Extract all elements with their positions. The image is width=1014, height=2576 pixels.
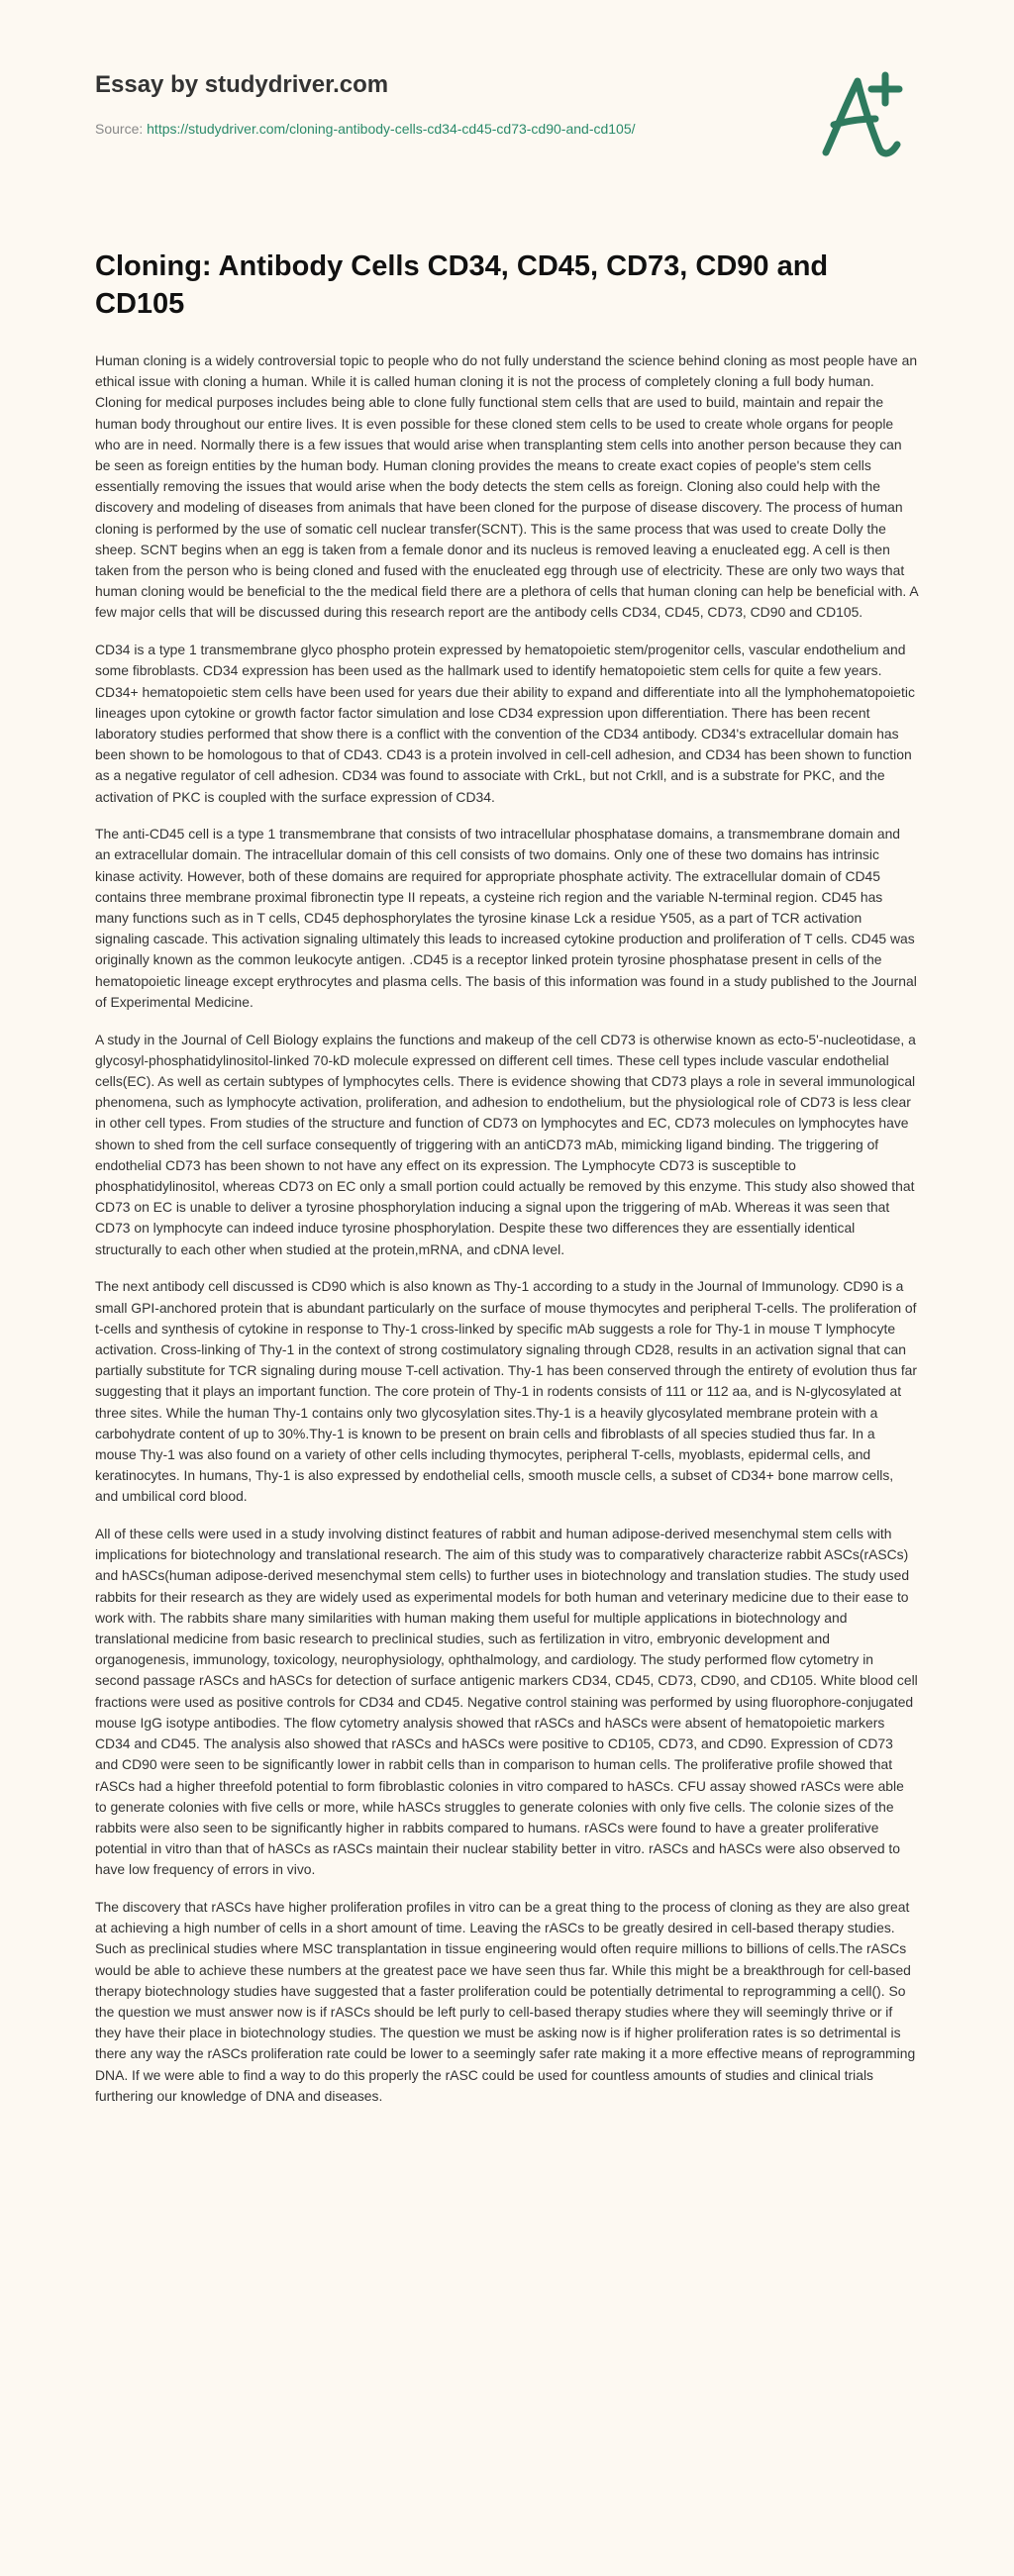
article-paragraph: A study in the Journal of Cell Biology explains the functions and makeup of the cell CD73 is otherwise known as ecto-5'-nucleotidase, a glycosyl-phosphatidylinositol-linked 70-kD molecule expressed on different cell times. These cell types include vascular endothelial cells(EC). As well as certain subtypes of lymphocytes cells. There is evidence showing that CD73 plays a role in several immunological phenomena, such as lymphocyte activation, proliferation, and adhesion to endothelium, but the physiological role of CD73 is less clear in other cell types. From studies of the structure and function of CD73 on lymphocytes and EC, CD73 molecules on lymphocytes have shown to shed from the cell surface consequently of triggering with an antiCD73 mAb, mimicking ligand binding. The triggering of endothelial CD73 has been shown to not have any effect on its expression. The Lymphocyte CD73 is susceptible to phosphatidylinositol, whereas CD73 on EC only a small portion could actually be removed by this enzyme. This study also showed that CD73 on EC is unable to deliver a tyrosine phosphorylation inducing a signal upon the triggering of mAb. Whereas it was seen that CD73 on lymphocyte can indeed induce tyrosine phosphorylation. Despite these two differences they are essentially identical structurally to each other when studied at the protein,mRNA, and cDNA level. bbox=[95, 1031, 916, 1257]
article-paragraph: All of these cells were used in a study involving distinct features of rabbit and human adipose-derived mesenchymal stem cells with implications for biotechnology and translational research. The aim of this study was to comparatively characterize rabbit ASCs(rASCs) and hASCs(human adipose-derived mesenchymal stem cells) to further uses in biotechnology and translation studies. The study used rabbits for their research as they are widely used as experimental models for both human and veterinary medicine due to their ease to work with. The rabbits share many similarities with human making them useful for multiple applications in biotechnology and translational medicine from basic research to preclinical studies, such as fertilization in vitro, embryonic development and organogenesis, immunology, toxicology, neurophysiology, ophthalmology, and cardiology. The study performed flow cytometry in second passage rASCs and hASCs for detection of surface antigenic markers CD34, CD45, CD73, CD90, and CD105. White blood cell fractions were used as positive controls for CD34 and CD45. Negative control staining was performed by using fluorophore-conjugated mouse IgG isotype antibodies. The flow cytometry analysis showed that rASCs and hASCs were absent of hematopoietic markers CD34 and CD45. The analysis also showed that rASCs and hASCs were positive to CD105, CD73, and CD90. Expression of CD73 and CD90 were seen to be significantly lower in rabbit cells than in comparison to human cells. The proliferative profile showed that rASCs had a higher threefold potential to form fibroblastic colonies in vitro compared to hASCs. CFU assay showed rASCs were able to generate colonies with five cells or more, while hASCs struggles to generate colonies with only five cells. The colonie sizes of the rabbits were also seen to be significantly higher in rabbits compared to humans. rASCs were found to have a greater proliferative potential in vitro than that of hASCs as rASCs maintain their nuclear stability better in vitro. rASCs and hASCs were also observed to have low frequency of errors in vivo. bbox=[95, 1526, 918, 1878]
page-title: Cloning: Antibody Cells CD34, CD45, CD73, CD90 and CD105 bbox=[95, 250, 829, 320]
article bbox=[95, 248, 919, 2124]
source-line bbox=[95, 121, 636, 137]
site-title: Essay by studydriver.com bbox=[95, 71, 389, 98]
page-header bbox=[0, 0, 1014, 178]
a-plus-logo-icon bbox=[812, 63, 911, 162]
source-link[interactable]: https://studydriver.com/cloning-antibody-cells-cd34-cd45-cd73-cd90-and-cd105/ bbox=[147, 121, 636, 137]
source-label: Source: bbox=[95, 121, 148, 137]
article-paragraph: Human cloning is a widely controversial topic to people who do not fully understand the science behind cloning as most people have an ethical issue with cloning a human. While it is called human cloning it is not the process of completely cloning a full body human. Cloning for medical purposes includes being able to clone fully functional stem cells that are used to build, maintain and repair the human body throughout our entire lives. It is even possible for these cloned stem cells to be used to create whole organs for people who are in need. Normally there is a few issues that would arise when transplanting stem cells into another person because they can be seen as foreign entities by the human body. Human cloning provides the means to create exact copies of people's stem cells essentially removing the issues that would arise when the body detects the stem cells as foreign. Cloning also could help with the discovery and modeling of diseases from animals that have been cloned for the purpose of disease discovery. The process of human cloning is performed by the use of somatic cell nuclear transfer(SCNT). This is the same process that was used to create Dolly the sheep. SCNT begins when an egg is taken from a female donor and its nucleus is removed leaving a enucleated egg. A cell is then taken from the person who is being cloned and fused with the enucleated egg through use of electricity. These are only two ways that human cloning would be beneficial to the the medical field there are a plethora of cells that human cloning can help be beneficial with. A few major cells that will be discussed during this research report are the antibody cells CD34, CD45, CD73, CD90 and CD105. bbox=[95, 352, 918, 621]
article-paragraph: CD34 is a type 1 transmembrane glyco phospho protein expressed by hematopoietic stem/progenitor cells, vascular endothelium and some fibroblasts. CD34 expression has been used as the hallmark used to identify hematopoietic stem cells for quite a few years. CD34+ hematopoietic stem cells have been used for years due their ability to expand and differentiate into all the lymphohematopoietic lineages upon cytokine or growth factor factor simulation and lose CD34 expression upon differentiation. There has been recent laboratory studies performed that show there is a conflict with the convention of the CD34 antibody. CD34's extracellular domain has been shown to be homologous to that of CD43. CD43 is a protein involved in cell-cell adhesion, and CD34 has been shown to function as a negative regulator of cell adhesion. CD34 was found to associate with CrkL, but not Crkll, and is a substrate for PKC, and the activation of PKC is coupled with the surface expression of CD34. bbox=[95, 642, 915, 805]
article-paragraph: The next antibody cell discussed is CD90 which is also known as Thy-1 according to a study in the Journal of Immunology. CD90 is a small GPI-anchored protein that is abundant particularly on the surface of mouse thymocytes and peripheral T-cells. The proliferation of t-cells and synthesis of cytokine in response to Thy-1 cross-linked by specific mAb suggests a role for Thy-1 in mouse T lymphocyte activation. Cross-linking of Thy-1 in the context of strong costimulatory signaling through CD28, results in an activation signal that can partially substitute for TCR signaling during mouse T-cell activation. Thy-1 has been conserved through the entirety of evolution thus far suggesting that it plays an important function. The core protein of Thy-1 in rodents consists of 111 or 112 aa, and is N-glycosylated at three sites. While the human Thy-1 contains only two glycosylation sites.Thy-1 is a heavily glycosylated membrane protein with a carbohydrate content of up to 30%.Thy-1 is known to be present on brain cells and fibroblasts of all species studied thus far. In a mouse Thy-1 was also found on a variety of other cells including thymocytes, peripheral T-cells, myoblasts, epidermal cells, and keratinocytes. In humans, Thy-1 is also expressed by endothelial cells, smooth muscle cells, a subset of CD34+ bone marrow cells, and umbilical cord blood. bbox=[95, 1278, 918, 1505]
article-paragraph: The discovery that rASCs have higher proliferation profiles in vitro can be a great thing to the process of cloning as they are also great at achieving a high number of cells in a short amount of time. Leaving the rASCs to be greatly desired in cell-based therapy studies. Such as preclinical studies where MSC transplantation in tissue engineering would often require millions to billions of cells.The rASCs would be able to achieve these numbers at the greatest pace we have seen thus far. While this might be a breakthrough for cell-based therapy biotechnology studies have suggested that a faster proliferation could be potentially detrimental to reprogramming a cell(). So the question we must answer now is if rASCs should be left purly to cell-based therapy studies where they will seemingly thrive or if they have their place in biotechnology studies. The question we must be asking now is if higher proliferation rates is so detrimental is there any way the rASCs proliferation rate could be lower to a seemingly safer rate making it a more effective means of reprogramming DNA. If we were able to find a way to do this properly the rASC could be used for countless amounts of studies and clinical trials furthering our knowledge of DNA and diseases. bbox=[95, 1899, 916, 2104]
article-paragraph: The anti-CD45 cell is a type 1 transmembrane that consists of two intracellular phosphatase domains, a transmembrane domain and an extracellular domain. The intracellular domain of this cell consists of two domains. Only one of these two domains has intrinsic kinase activity. However, both of these domains are required for appropriate phosphate activity. The extracellular domain of CD45 contains three membrane proximal fibronectin type II repeats, a cysteine rich region and the variable N-terminal region. CD45 has many functions such as in T cells, CD45 dephosphorylates the tyrosine kinase Lck a residue Y505, as a part of TCR activation signaling cascade. This activation signaling ultimately this leads to increased cytokine production and proliferation of T cells. CD45 was originally known as the common leukocyte antigen. .CD45 is a receptor linked protein tyrosine phosphatase present in cells of the hematopoietic lineage except erythrocytes and plasma cells. The basis of this information was found in a study published to the Journal of Experimental Medicine. bbox=[95, 826, 917, 1010]
